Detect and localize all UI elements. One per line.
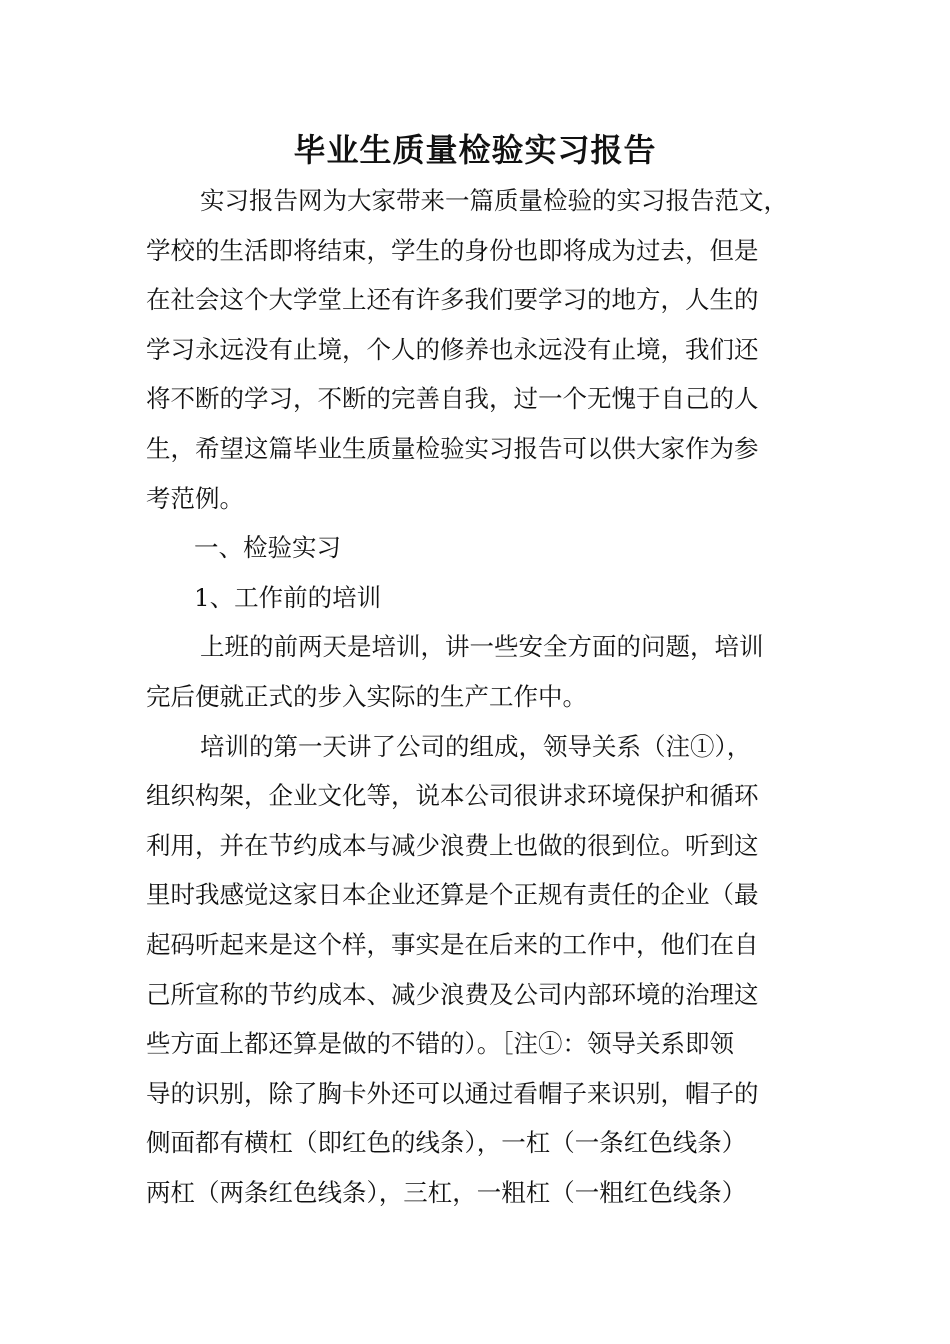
paragraph-line: 两杠（两条红色线条），三杠，一粗杠（一粗红色线条） [146, 1177, 747, 1207]
paragraph-line: 里时我感觉这家日本企业还算是个正规有责任的企业（最 [146, 880, 759, 910]
subsection-heading: 1、工作前的培训 [194, 582, 382, 612]
paragraph-line: 导的识别，除了胸卡外还可以通过看帽子来识别，帽子的 [146, 1078, 759, 1108]
section-heading: 一、检验实习 [194, 533, 341, 563]
paragraph-line: 培训的第一天讲了公司的组成，领导关系（注①）， [200, 731, 752, 761]
document-body [146, 176, 810, 1217]
paragraph-line: 完后便就正式的步入实际的生产工作中。 [146, 681, 587, 711]
document-title: 毕业生质量检验实习报告 [293, 131, 657, 169]
paragraph-line: 在社会这个大学堂上还有许多我们要学习的地方，人生的 [146, 285, 759, 315]
paragraph-line: 生，希望这篇毕业生质量检验实习报告可以供大家作为参 [146, 433, 759, 463]
paragraph-line: 考范例。 [146, 483, 244, 513]
paragraph-line: 实习报告网为大家带来一篇质量检验的实习报告范文， [200, 186, 788, 215]
paragraph-line: 将不断的学习，不断的完善自我，过一个无愧于自己的人 [146, 384, 759, 414]
paragraph-line: 起码听起来是这个样，事实是在后来的工作中，他们在自 [146, 929, 759, 959]
paragraph-line: 学习永远没有止境，个人的修养也永远没有止境，我们还 [146, 334, 759, 364]
paragraph-line: 侧面都有横杠（即红色的线条），一杠（一条红色线条） [146, 1128, 747, 1158]
paragraph-line: 己所宣称的节约成本、减少浪费及公司内部环境的治理这 [146, 979, 759, 1009]
paragraph-line: 些方面上都还算是做的不错的）。［注①：领导关系即领 [146, 1029, 734, 1059]
paragraph-line: 学校的生活即将结束，学生的身份也即将成为过去，但是 [146, 235, 759, 265]
paragraph-line: 上班的前两天是培训，讲一些安全方面的问题，培训 [200, 632, 764, 662]
paragraph-line: 组织构架，企业文化等，说本公司很讲求环境保护和循环 [146, 781, 759, 811]
paragraph-line: 利用，并在节约成本与减少浪费上也做的很到位。听到这 [146, 830, 759, 860]
